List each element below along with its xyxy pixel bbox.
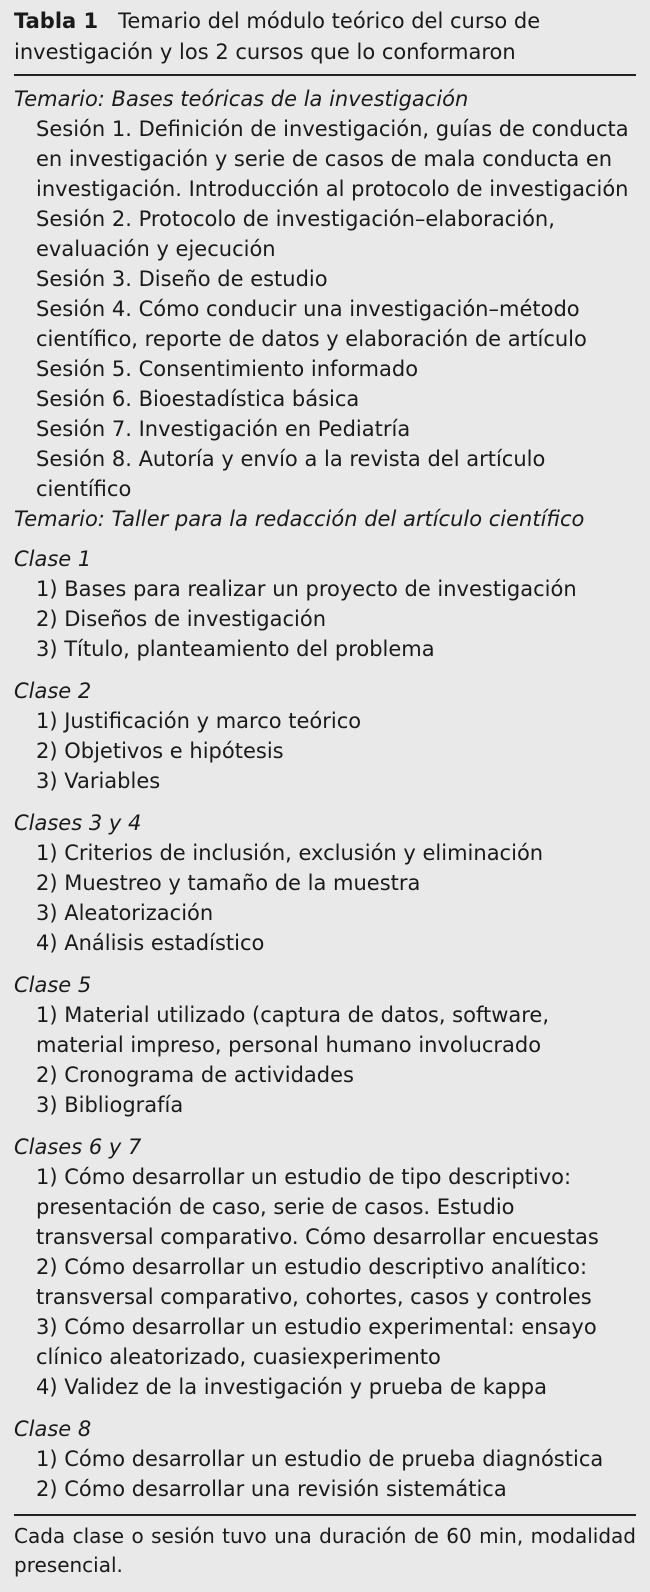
class-item: 3) Cómo desarrollar un estudio experimental: ensayo clínico aleatorizado, cuasiexperimento bbox=[36, 1315, 597, 1369]
class-item: 3) Bibliografía bbox=[36, 1093, 184, 1117]
class-item-list bbox=[14, 706, 636, 796]
session-item: Sesión 3. Diseño de estudio bbox=[36, 267, 328, 291]
section-title-theory: Temario: Bases teóricas de la investigación bbox=[14, 87, 469, 111]
class-item: 1) Bases para realizar un proyecto de investigación bbox=[36, 577, 577, 601]
session-item: Sesión 7. Investigación en Pediatría bbox=[36, 417, 411, 441]
class-item-list bbox=[14, 1000, 636, 1120]
class-title: Clases 6 y 7 bbox=[14, 1135, 142, 1159]
class-item: 1) Cómo desarrollar un estudio de prueba diagnóstica bbox=[36, 1447, 604, 1471]
class-item: 3) Aleatorización bbox=[36, 901, 214, 925]
class-title: Clases 3 y 4 bbox=[14, 811, 142, 835]
session-item: Sesión 5. Consentimiento informado bbox=[36, 357, 419, 381]
class-item: 1) Cómo desarrollar un estudio de tipo descriptivo: presentación de caso, serie de casos. Estudio transversal comparativo. Cómo desarrollar encuestas bbox=[36, 1165, 599, 1249]
session-item: Sesión 4. Cómo conducir una investigación–método científico, reporte de datos y elaboración de artículo bbox=[36, 297, 587, 351]
class-title: Clase 2 bbox=[14, 679, 92, 703]
section-title-workshop: Temario: Taller para la redacción del artículo científico bbox=[14, 507, 585, 531]
class-item-list bbox=[14, 1162, 636, 1402]
class-title: Clase 1 bbox=[14, 547, 92, 571]
session-item: Sesión 1. Definición de investigación, guías de conducta en investigación y serie de casos de mala conducta en investigación. Introducción al protocolo de investigación bbox=[36, 117, 629, 201]
table-footnote: Cada clase o sesión tuvo una duración de 60 min, modalidad presencial. bbox=[14, 1524, 636, 1577]
class-title: Clase 8 bbox=[14, 1417, 92, 1441]
class-item: 2) Cronograma de actividades bbox=[36, 1063, 354, 1087]
class-item: 1) Criterios de inclusión, exclusión y eliminación bbox=[36, 841, 544, 865]
class-item: 2) Cómo desarrollar una revisión sistemática bbox=[36, 1477, 507, 1501]
class-item: 3) Título, planteamiento del problema bbox=[36, 637, 435, 661]
class-title: Clase 5 bbox=[14, 973, 92, 997]
class-item-list bbox=[14, 838, 636, 958]
class-item: 4) Análisis estadístico bbox=[36, 931, 265, 955]
class-item: 3) Variables bbox=[36, 769, 161, 793]
class-item: 2) Objetivos e hipótesis bbox=[36, 739, 284, 763]
table-caption bbox=[14, 6, 636, 68]
class-item: 2) Cómo desarrollar un estudio descriptivo analítico: transversal comparativo, cohortes, casos y controles bbox=[36, 1255, 592, 1309]
session-list bbox=[14, 114, 636, 504]
table-label: Tabla 1 bbox=[14, 9, 99, 33]
class-item: 4) Validez de la investigación y prueba de kappa bbox=[36, 1375, 547, 1399]
session-item: Sesión 6. Bioestadística básica bbox=[36, 387, 360, 411]
class-item: 2) Muestreo y tamaño de la muestra bbox=[36, 871, 421, 895]
class-item-list bbox=[14, 1444, 636, 1504]
session-item: Sesión 8. Autoría y envío a la revista del artículo científico bbox=[36, 447, 546, 501]
class-item: 1) Justificación y marco teórico bbox=[36, 709, 362, 733]
table-body bbox=[14, 76, 636, 1504]
bottom-rule bbox=[14, 1514, 636, 1516]
class-item-list bbox=[14, 574, 636, 664]
class-item: 2) Diseños de investigación bbox=[36, 607, 327, 631]
class-item: 1) Material utilizado (captura de datos, software, material impreso, personal humano involucrado bbox=[36, 1003, 550, 1057]
table-title: Temario del módulo teórico del curso de investigación y los 2 cursos que lo conformaron bbox=[14, 9, 541, 64]
session-item: Sesión 2. Protocolo de investigación–elaboración, evaluación y ejecución bbox=[36, 207, 555, 261]
